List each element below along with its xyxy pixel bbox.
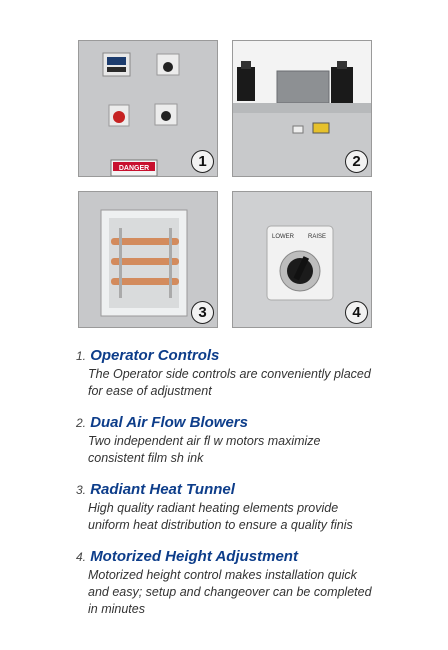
air-flow-blowers-photo	[232, 40, 372, 177]
feature-description: Motorized height control makes installation quick and easy; setup and changeover can be completed in minutes	[88, 568, 372, 616]
danger-sign-text: DANGER	[118, 165, 150, 172]
radiant-heat-tunnel-photo	[78, 191, 218, 328]
feature-title: Dual Air Flow Blowers	[90, 414, 248, 431]
feature-item-operator-controls	[76, 346, 376, 400]
feature-number: 3.	[76, 483, 87, 497]
feature-item-radiant-heat-tunnel	[76, 480, 376, 534]
feature-description: Two independent air fl w motors maximize consistent film sh ink	[88, 434, 321, 465]
feature-title: Operator Controls	[90, 347, 220, 364]
feature-description: High quality radiant heating elements provide uniform heat distribution to ensure a quality finis	[88, 501, 353, 532]
raise-label: RAISE	[307, 234, 327, 240]
feature-title: Radiant Heat Tunnel	[90, 481, 235, 498]
feature-description: The Operator side controls are conveniently placed for ease of adjustment	[88, 367, 371, 398]
image-number-badge: 2	[345, 150, 368, 173]
feature-item-air-flow-blowers	[76, 413, 376, 467]
image-number-badge: 3	[191, 301, 214, 324]
feature-number: 1.	[76, 349, 87, 363]
height-adjustment-photo	[232, 191, 372, 328]
feature-number: 4.	[76, 550, 87, 564]
feature-number: 2.	[76, 416, 87, 430]
lower-label: LOWER	[271, 234, 295, 240]
feature-item-height-adjustment	[76, 547, 376, 618]
image-number-badge: 4	[345, 301, 368, 324]
operator-controls-photo	[78, 40, 218, 177]
image-number-badge: 1	[191, 150, 214, 173]
feature-title: Motorized Height Adjustment	[90, 548, 298, 565]
feature-list	[76, 346, 376, 631]
